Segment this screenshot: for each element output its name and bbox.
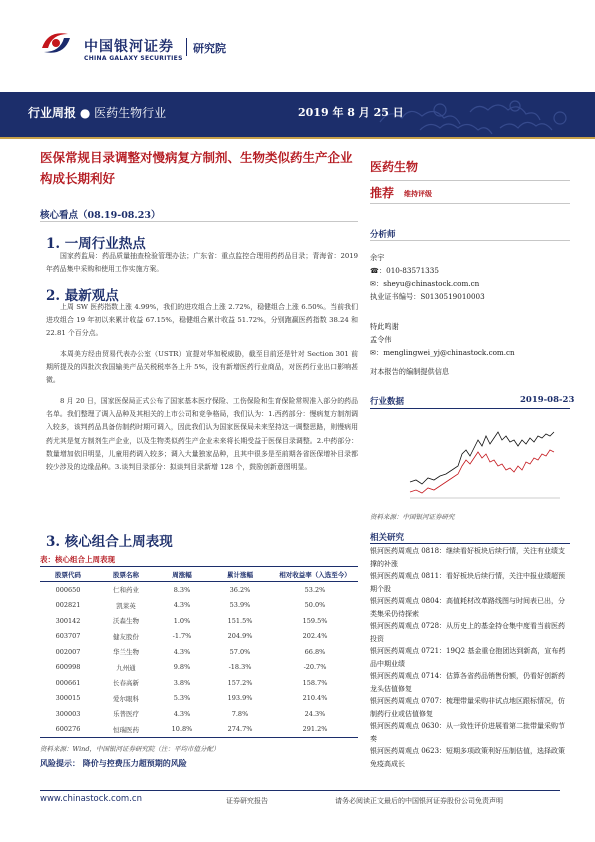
table-header-row [40,567,358,582]
phone-icon: ☎ [370,266,379,275]
table-cell: 157.2% [227,678,253,687]
divider [370,543,570,544]
analyst-email-line: ✉：sheyu@chinastock.com.cn [370,279,480,288]
portfolio-table [40,566,358,738]
table-cell: 沃森生物 [113,617,139,626]
analyst-phone-line: ☎：010-83571335 [370,266,439,275]
table-cell: 000661 [55,678,81,687]
table-cell: 202.4% [302,632,328,641]
banner-gold-line [0,137,595,139]
galaxy-logo-icon [38,28,74,58]
table-cell: 53.2% [304,585,326,594]
analyst-name: 余宇 [370,253,385,262]
report-type: 行业周报 [28,106,77,120]
table-cell: 10.8% [156,722,208,738]
logo-en-text: CHINA GALAXY SECURITIES [84,55,183,62]
table-cell: 50.0% [304,601,326,610]
contact-email-line: ✉：menglingwei_yj@chinastock.com.cn [370,348,515,357]
table-cell: 53.9% [229,601,251,610]
section-2-para-1: 上周 SW 医药指数上涨 4.99%，我们的进攻组合上涨 2.72%，稳健组合上涨 6.50%。当前我们进攻组合 19 年初以来累计收益 67.15%，稳健组合累计收益 51.72%，分别跑赢医药指数 38.24 和 22.81 个百分点。 [46,303,358,338]
col-code: 股票代码 [40,567,96,582]
table-cell: 36.2% [229,585,251,594]
related-list [370,545,570,770]
related-item[interactable]: 银河医药周观点 0721：19Q2 基金重仓抱团达到新高，宣布药品中期业绩 [370,647,566,668]
table-row [40,706,358,722]
core-heading: 核心看点（08.19-08.23） [40,210,161,221]
table-title: 表：核心组合上周表现 [40,555,115,564]
table-row [40,613,358,629]
footer-rule [40,790,560,791]
table-cell: 凯莱英 [116,601,136,610]
section-1-heading: 1. 一周行业热点 [46,236,146,252]
table-row [40,629,358,645]
analyst-email[interactable]: sheyu@chinastock.com.cn [383,279,480,288]
table-cell: 57.0% [229,647,251,656]
section-1-para: 国家药监局：药品质量抽查检验管理办法；广东省：重点监控合理用药药品目录；青海省：2019 年药品集中采购和使用工作实施方案。 [46,252,358,274]
contact-name: 孟令伟 [370,335,392,344]
divider [370,180,570,181]
table-cell: 4.3% [173,601,191,610]
bullet: ● [79,106,91,120]
table-cell: 3.8% [173,678,191,687]
chart-source: 资料来源：中国银河证券研究 [370,513,455,521]
report-title: 医保常规目录调整对慢病复方制剂、生物类似药生产企业构成长期利好 [40,150,353,186]
related-item[interactable]: 银河医药周观点 0728：从历史上的基金持仓集中度看当前医药投资 [370,622,566,643]
industry-name: 医药生物行业 [94,106,167,120]
footer-disclaimer: 请务必阅读正文最后的中国银河证券股份公司免责声明 [335,797,503,805]
table-row [40,722,358,738]
table-cell: 1.0% [173,616,191,625]
analyst-cert: 执业证书编号：S0130519010003 [370,292,485,301]
table-cell: 158.7% [302,678,328,687]
table-cell: 151.5% [227,616,253,625]
divider [370,203,570,204]
col-name: 股票名称 [96,567,156,582]
table-row [40,598,358,614]
divider [370,240,570,241]
table-cell: 5.3% [173,694,191,703]
table-cell: 恒瑞医药 [96,722,156,738]
table-cell: 乐普医疗 [113,710,139,719]
related-heading: 相关研究 [370,533,405,543]
table-cell: 4.3% [173,709,191,718]
table-cell: -20.7% [303,663,327,672]
table-row [40,660,358,676]
col-rel: 相对收益率（入选至今） [272,567,358,582]
table-cell: 爱尔眼科 [113,694,139,703]
table-cell: 002007 [55,647,81,656]
related-item[interactable]: 银河医药周观点 0714：估算各省药品销售份额，仍看好创新药龙头估值修复 [370,672,566,693]
contact-label: 特此鸣谢 [370,322,399,331]
table-cell: -18.3% [228,663,252,672]
table-cell: 603707 [55,632,81,641]
related-item[interactable]: 银河医药周观点 0623：短期多项政策利好压制估值，选择政策免疫高成长 [370,747,566,768]
table-cell: 4.3% [173,647,191,656]
section-2-para-2: 本周美方经由贸易代表办公室（USTR）宣提对华加税威胁，截至目前还是针对 Section 301 前期所提及的四批次我国输美产品关税税率各上升 5%，没有新增医药行业商品，对医药行业出口影响甚微。 [46,350,358,385]
analyst-heading: 分析师 [370,230,396,240]
related-item[interactable]: 银河医药周观点 0707：梳理带量采购非试点地区跟标情况，仿制药行业或估值修复 [370,697,566,718]
rating-sub: 维持评级 [404,189,432,198]
related-item[interactable]: 银河医药周观点 0804：高值耗材改革路线图与时间表已出，分类集采仍待探索 [370,597,566,618]
risk-note: 风险提示： 降价与控费压力超预期的风险 [40,758,187,768]
report-date: 2019 年 8 月 25 日 [298,106,404,119]
logo-separator [186,38,187,56]
rating: 推荐 [370,186,395,200]
analyst-phone: 010-83571335 [386,266,439,275]
table-cell: 9.8% [173,663,191,672]
contact-email[interactable]: menglingwei_yj@chinastock.com.cn [383,348,515,357]
table-row [40,691,358,707]
related-item[interactable]: 银河医药周观点 0811：看好板块后续行情，关注中报业绩超预期个股 [370,572,566,593]
col-cum: 累计涨幅 [208,567,272,582]
email-icon: ✉ [370,348,377,357]
section-2-heading: 2. 最新观点 [46,288,119,304]
table-cell: 274.7% [208,722,272,738]
logo-cn-text: 中国银河证券 [84,39,174,55]
table-cell: 300003 [55,709,81,718]
table-row [40,675,358,691]
table-cell: 204.9% [227,632,253,641]
table-cell: 600998 [55,663,81,672]
market-heading: 行业数据 [370,397,405,407]
related-item[interactable]: 银河医药周观点 0818：继续看好板块后续行情，关注有业绩支撑的补涨 [370,547,566,568]
related-item[interactable]: 银河医药周观点 0630：从一致性评价进展看第二批带量采购节奏 [370,722,566,743]
footer-url[interactable]: www.chinastock.com.cn [40,794,142,804]
table-cell: 193.9% [227,694,253,703]
table-cell: 仁和药业 [113,586,139,595]
table-cell: 华兰生物 [113,648,139,657]
footer-label: 证券研究报告 [226,797,268,805]
table-cell: 健友股份 [113,632,139,641]
table-cell: 8.3% [173,585,191,594]
table-row [40,644,358,660]
chart-series-red [410,450,554,493]
table-cell: -1.7% [172,632,192,641]
market-date: 2019-08-23 [520,395,575,405]
table-cell: 九州通 [116,663,136,672]
email-icon: ✉ [370,279,377,288]
market-chart [370,410,570,505]
contact-note: 对本报告的编制提供信息 [370,367,450,376]
table-cell: 24.3% [304,709,326,718]
col-week: 周涨幅 [156,567,208,582]
table-cell: 7.8% [231,709,249,718]
table-cell: 600276 [40,722,96,738]
report-type-line [28,104,166,121]
sector-name: 医药生物 [370,160,419,174]
table-cell: 291.2% [272,722,358,738]
section-2-para-3: 8 月 20 日，国家医保局正式公布了国家基本医疗保险、工伤保险和生育保险常规准入部分的药品名单。我们整理了调入品种及其相关的上市公司和竞争格局，我们认为：1.西药部分：慢病复方制剂调入较多，该判药品具备仿制药时期可调入，因此我们认为国家医保局未来坚持这一调整思路，则慢病用药尤其是复方制剂生产企业，以及生物类似药生产企业未来将长期受益于医保目录调整。2.中药部分：数量增加依旧明显，儿童用药调入较多；调入大量独家品种，且其中很多是至前期各省医保增补目录都较少涉及的边缘品种。3.谈判目录部分：拟谈判目录新增 128 个，鼓励创新意图明显。 [46,397,358,472]
divider [40,221,358,222]
table-cell: 210.4% [302,694,328,703]
table-cell: 66.8% [304,647,326,656]
section-3-heading: 3. 核心组合上周表现 [46,534,173,550]
table-cell: 长春高新 [113,679,139,688]
institute-label: 研究院 [193,42,226,55]
divider [370,408,570,409]
table-cell: 002821 [55,601,81,610]
table-row [40,582,358,598]
table-source: 资料来源：Wind，中国银河证券研究院（注：平均市值分配） [40,745,220,753]
table-cell: 300015 [55,694,81,703]
table-cell: 300142 [55,616,81,625]
table-cell: 159.5% [302,616,328,625]
table-cell: 000650 [55,585,81,594]
